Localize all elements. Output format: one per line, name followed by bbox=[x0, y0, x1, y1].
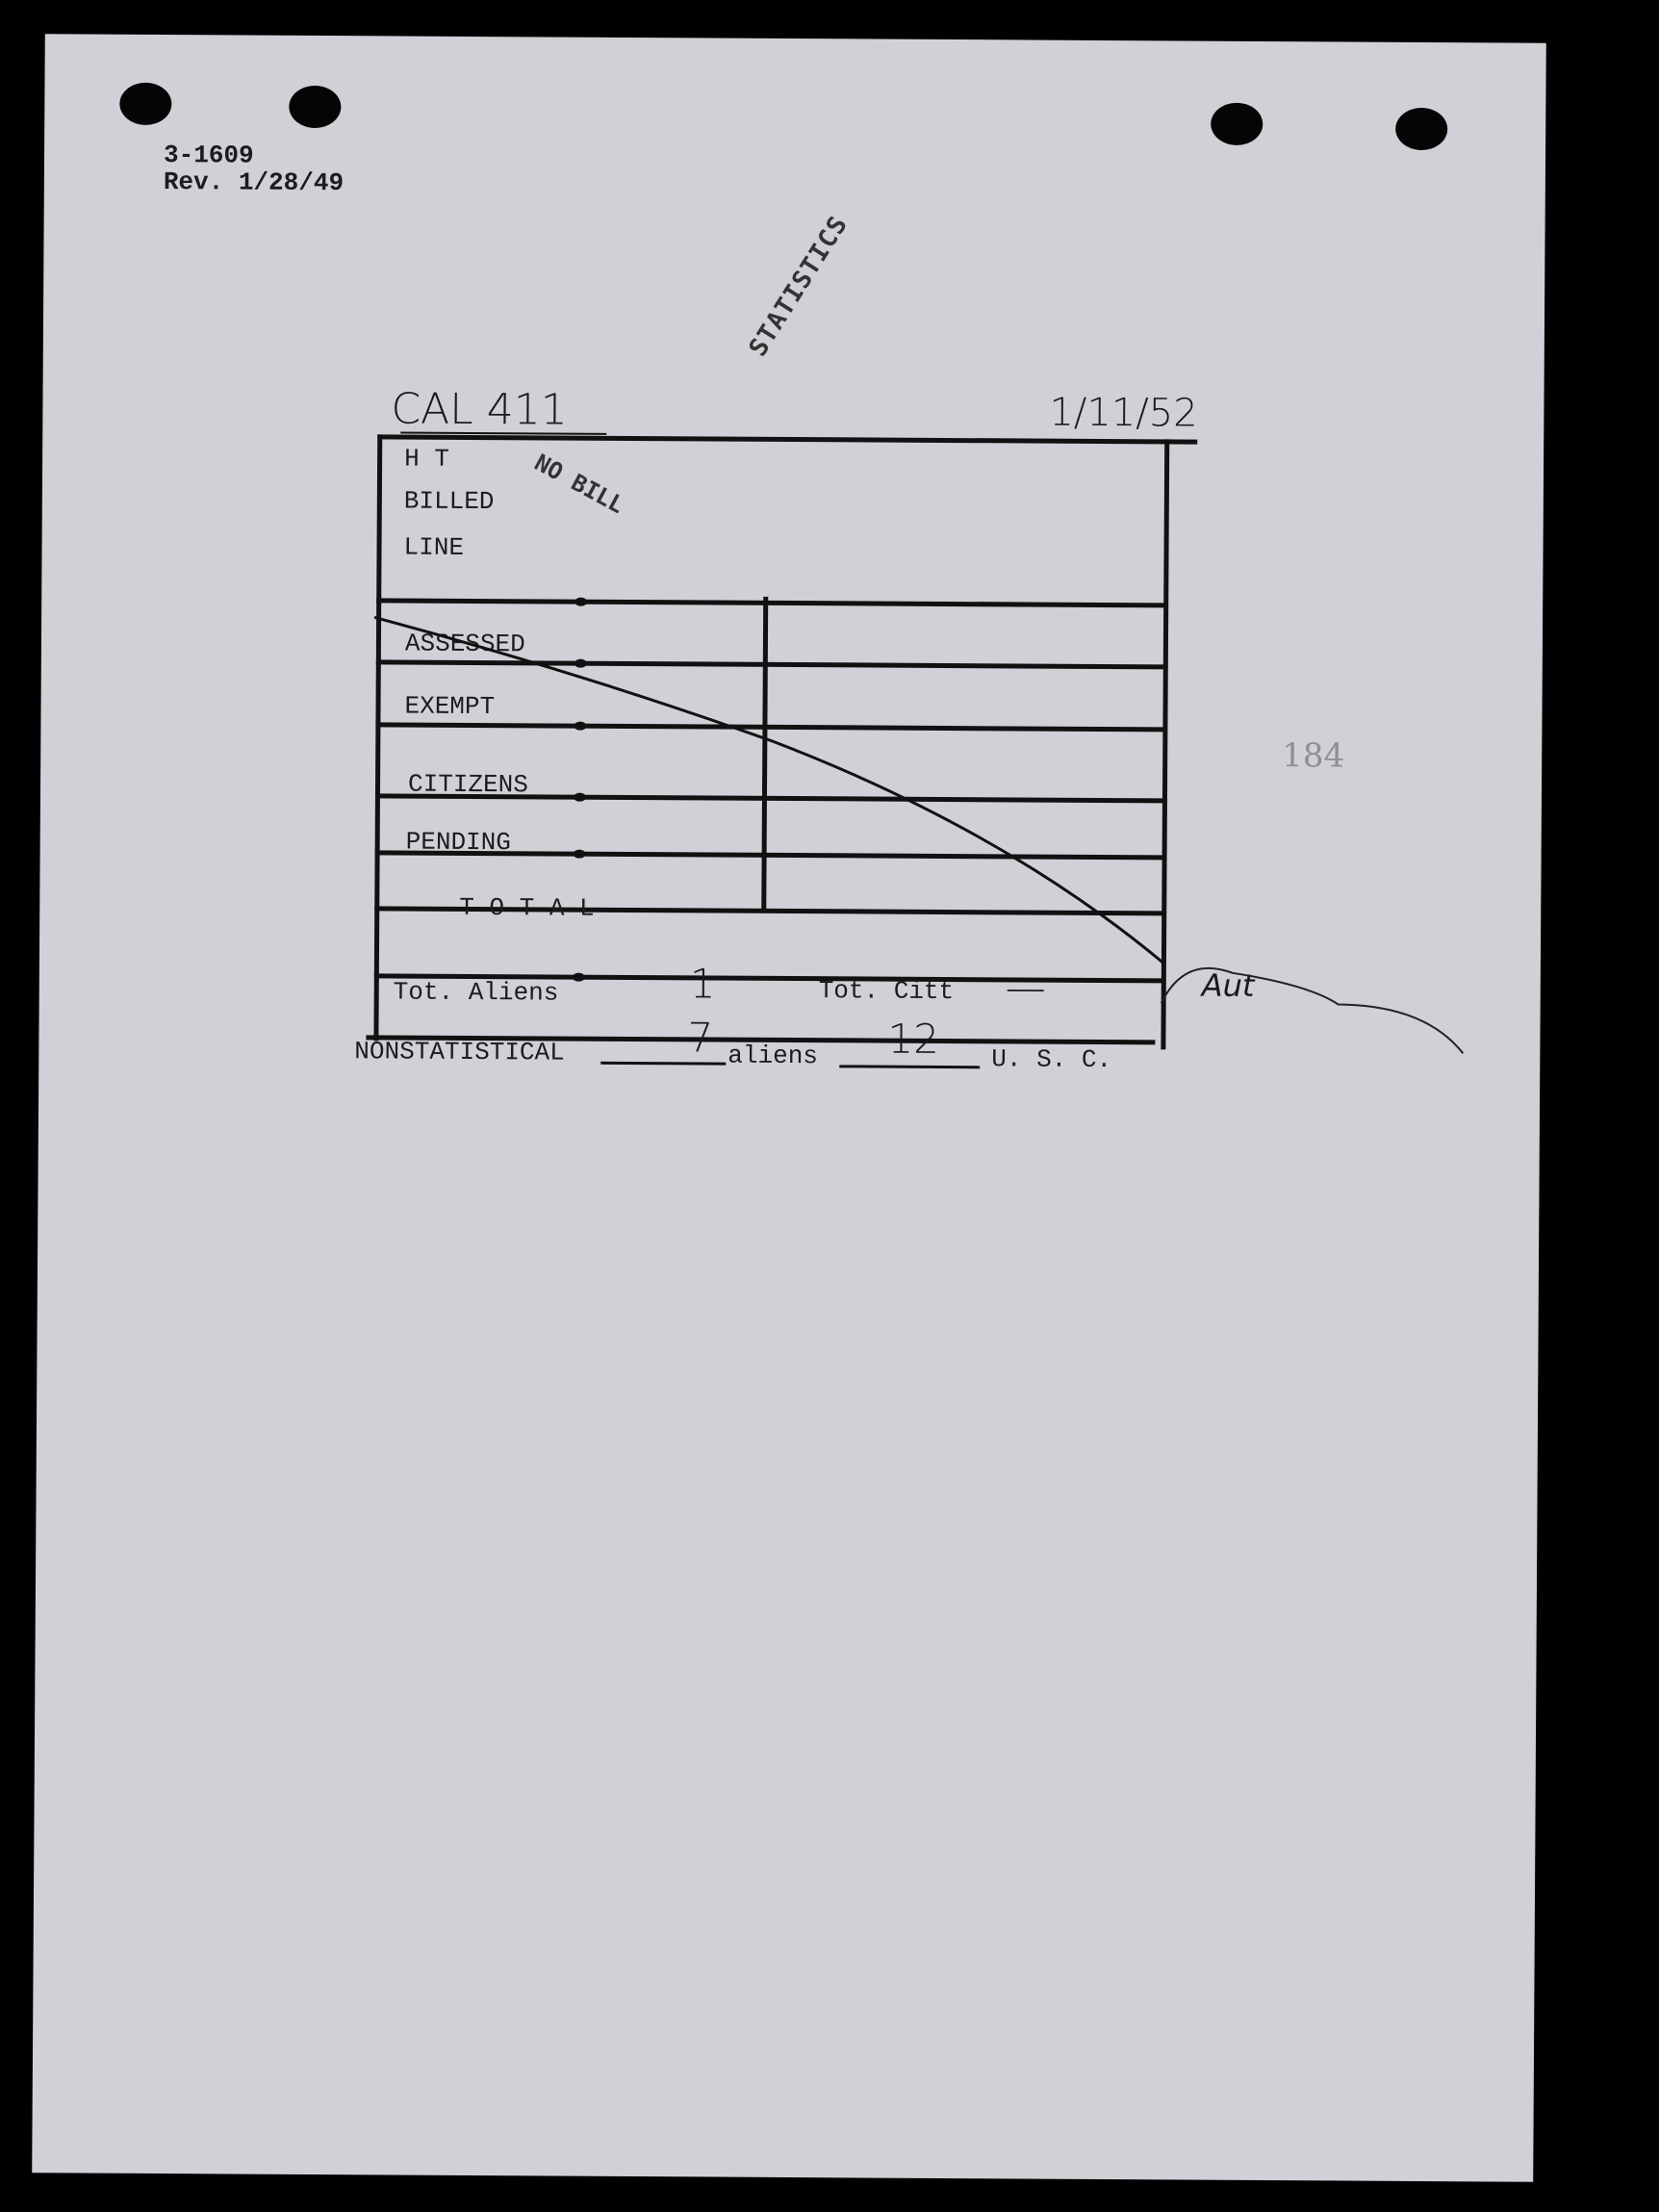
usc-label: U. S. C. bbox=[991, 1044, 1112, 1075]
port-code: CAL 411 bbox=[391, 384, 568, 435]
no-bill-stamp: NO BILL bbox=[529, 449, 629, 520]
header-line-ht: H T bbox=[404, 444, 450, 474]
tot-aliens-label: Tot. Aliens bbox=[393, 977, 559, 1008]
document-page bbox=[32, 34, 1546, 2181]
total-label: T O T A L bbox=[459, 892, 595, 923]
nonstat-usc-value: 12 bbox=[887, 1015, 940, 1063]
row-label-assessed: ASSESSED bbox=[404, 629, 525, 659]
form-number: 3-1609 bbox=[163, 141, 254, 170]
tot-citizens-label: Tot. Citt bbox=[818, 976, 955, 1007]
aliens-label: aliens bbox=[727, 1041, 819, 1071]
handwritten-strokes bbox=[38, 34, 1545, 1198]
tot-citizens-value: — bbox=[1005, 964, 1046, 1012]
date: 1/11/52 bbox=[1049, 390, 1198, 436]
row-label-citizens: CITIZENS bbox=[407, 769, 528, 800]
header-line-line: LINE bbox=[403, 532, 465, 562]
statistics-stamp: STATISTICS bbox=[743, 210, 855, 362]
nonstatistical-label: NONSTATISTICAL bbox=[354, 1037, 565, 1067]
page-number-stamp: 184 bbox=[1282, 736, 1345, 776]
row-label-exempt: EXEMPT bbox=[404, 691, 496, 722]
header-line-billed: BILLED bbox=[403, 486, 495, 517]
inspector-initials: Aut bbox=[1201, 966, 1255, 1004]
row-label-pending: PENDING bbox=[405, 827, 511, 858]
tot-aliens-value: 1 bbox=[689, 960, 716, 1008]
form-revision: Rev. 1/28/49 bbox=[163, 167, 345, 198]
nonstat-aliens-value: 7 bbox=[687, 1014, 714, 1062]
